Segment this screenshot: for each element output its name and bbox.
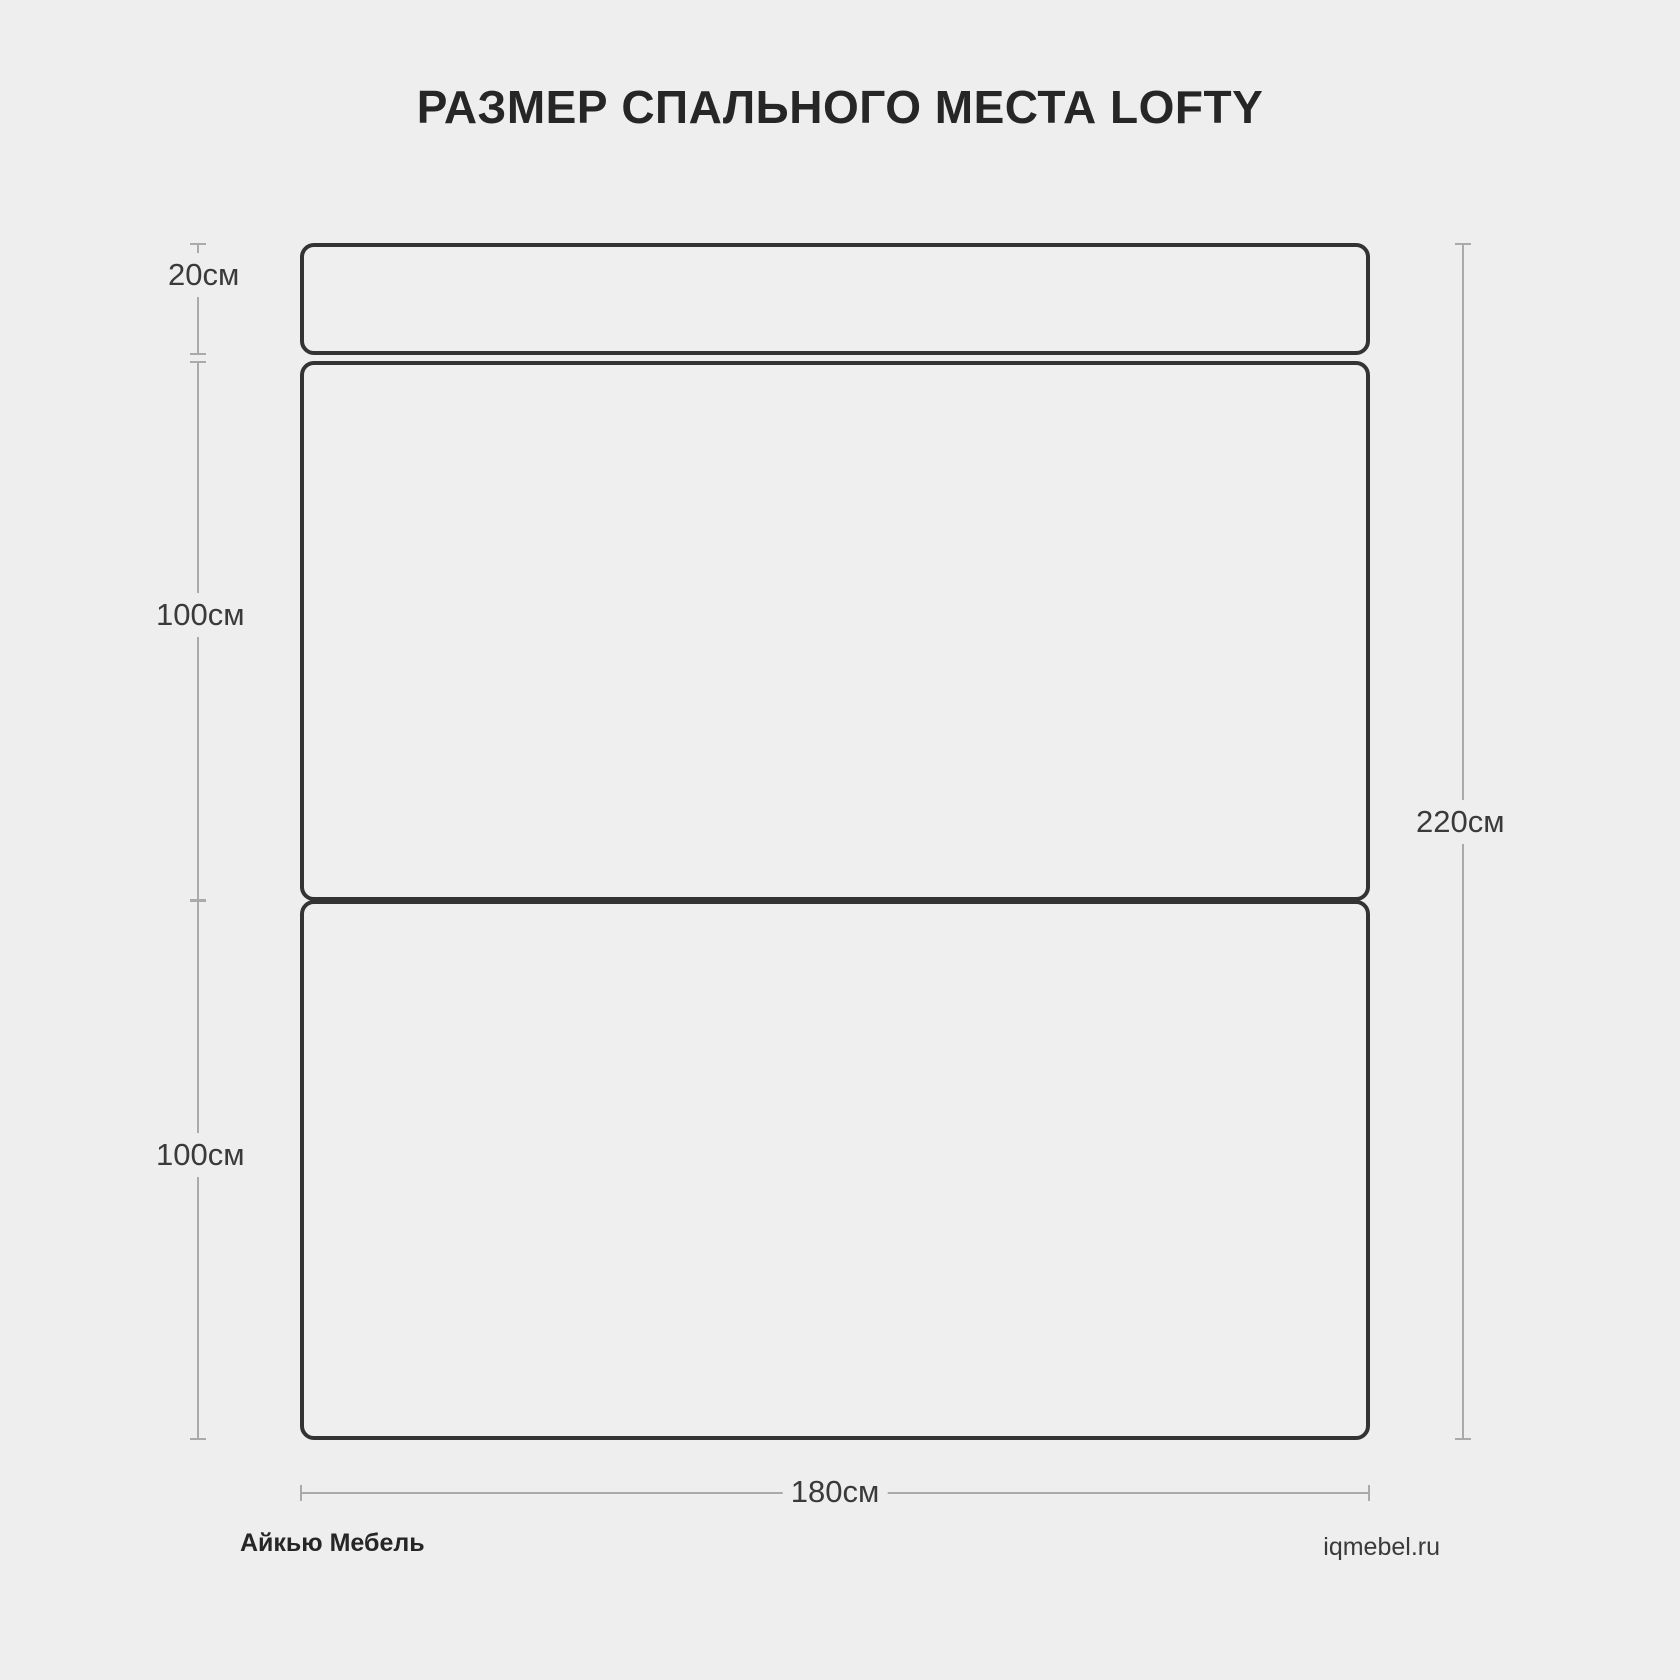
lower-mattress-panel: [300, 900, 1370, 1440]
headboard-panel: [300, 243, 1370, 355]
dimension-label-upper-section: 100см: [148, 593, 253, 637]
dimension-label-total-length: 220см: [1408, 800, 1513, 844]
site-label: iqmebel.ru: [1323, 1533, 1440, 1561]
dimension-label-headboard-depth: 20см: [160, 253, 247, 297]
upper-mattress-panel: [300, 361, 1370, 901]
dimension-label-total-width: 180см: [783, 1470, 888, 1514]
page-title: РАЗМЕР СПАЛЬНОГО МЕСТА LOFTY: [416, 81, 1264, 133]
dimension-label-lower-section: 100см: [148, 1133, 253, 1177]
brand-label: Айкью Мебель: [240, 1529, 425, 1557]
